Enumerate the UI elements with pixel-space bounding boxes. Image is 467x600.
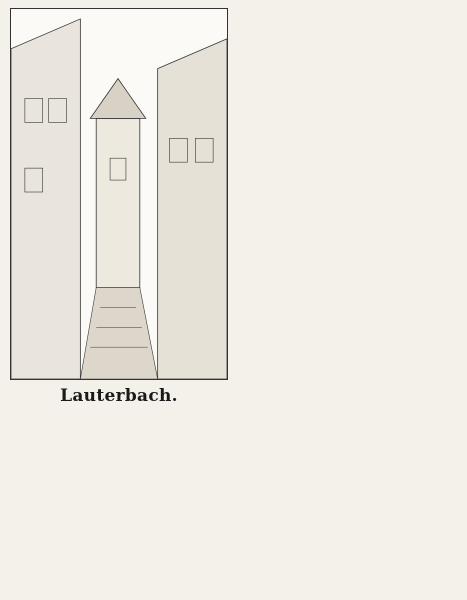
street-illustration [10,8,228,380]
street-illustration-drawing [11,9,227,379]
text-column-left [10,410,228,592]
text-column-right [236,8,457,592]
article-title: Lauterbach. [60,386,178,406]
